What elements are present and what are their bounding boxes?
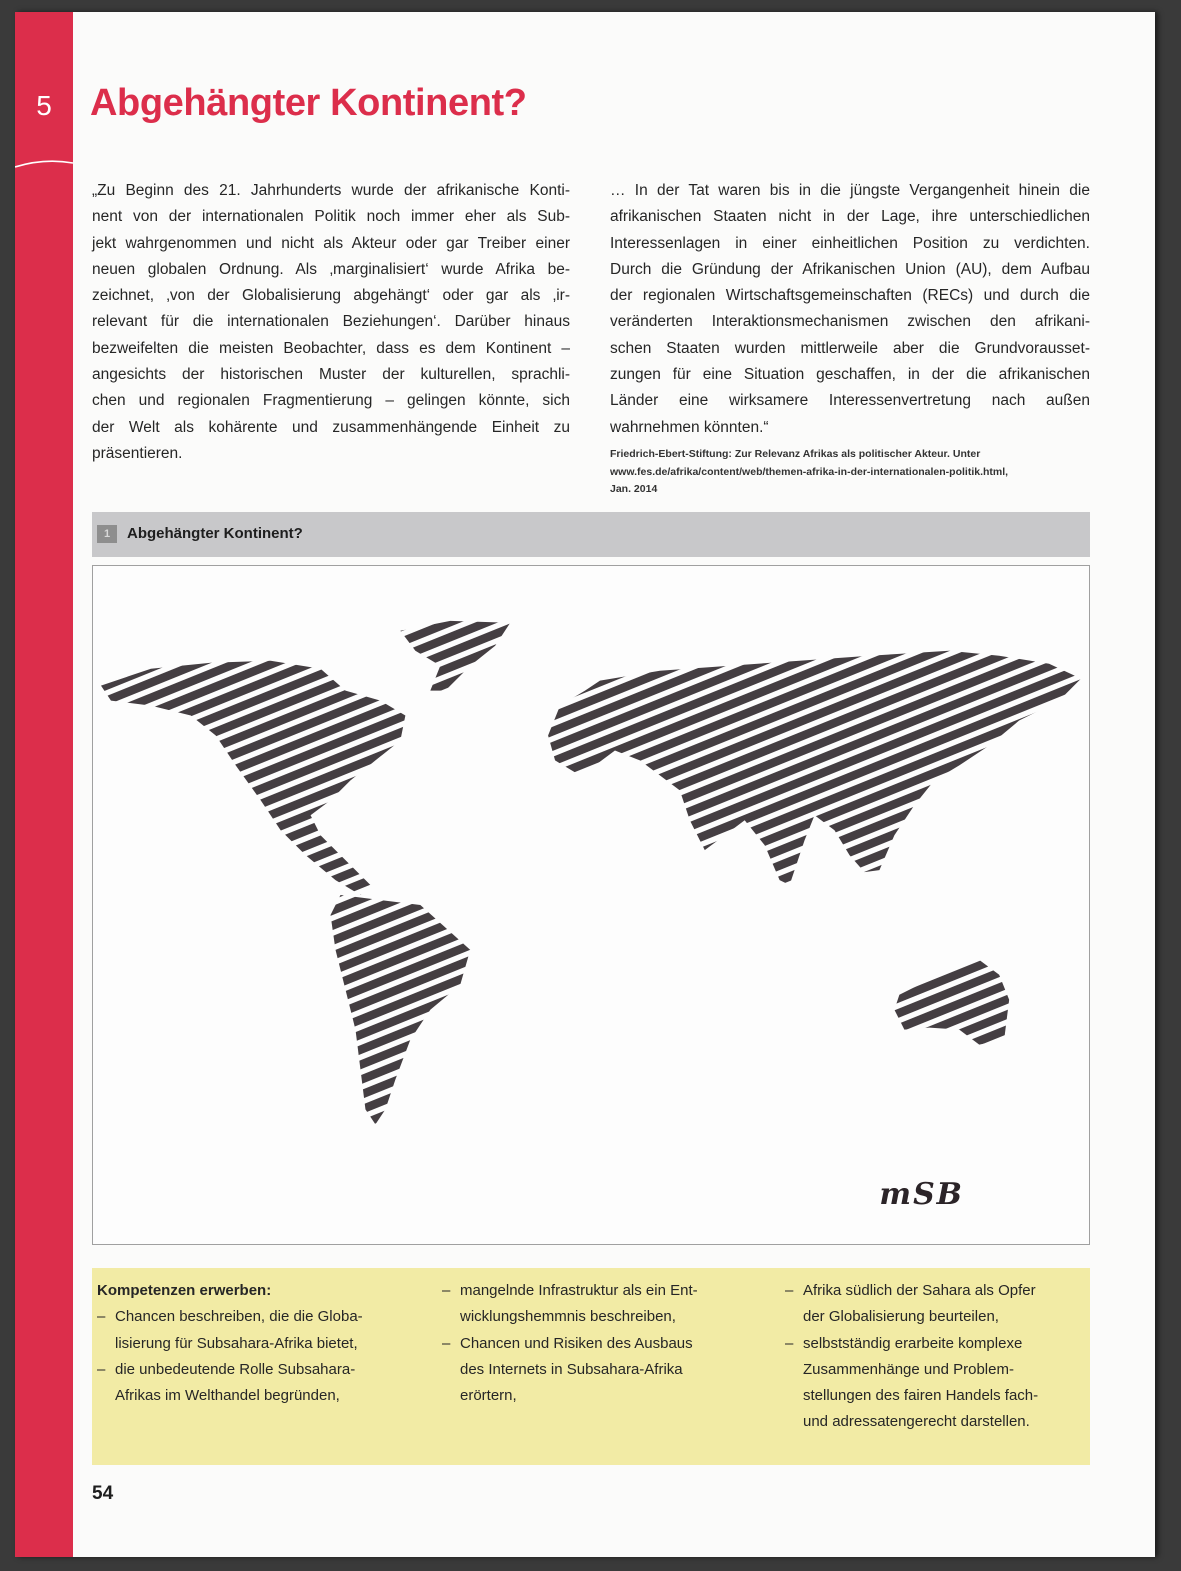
text-line: „Zu Beginn des 21. Jahrhunderts wurde der afrikanische Konti- (92, 182, 570, 199)
text-line: … In der Tat waren bis in die jüngste Vergangenheit hinein die (610, 182, 1090, 199)
competencies-column-1 (97, 1278, 363, 1409)
quote-left-column (92, 178, 570, 467)
australia-hatching (894, 960, 1009, 1045)
list-item-continuation: Afrikas im Welthandel begründen, (115, 1387, 340, 1405)
south-america-hatching (331, 895, 471, 1124)
chapter-color-strip (15, 12, 73, 1557)
source-line: Jan. 2014 (610, 483, 658, 495)
competencies-column-3 (785, 1278, 1038, 1436)
text-line: relevant für die internationalen Beziehungen‘. Darüber hinaus (92, 313, 570, 331)
list-item (785, 1331, 1038, 1357)
text-line: neuen globalen Ordnung. Als ‚marginalisiert‘ wurde Afrika be- (92, 260, 570, 278)
list-item (97, 1357, 363, 1383)
eurasia-hatching (548, 651, 1081, 885)
list-item-continuation: der Globalisierung beurteilen, (803, 1308, 999, 1326)
list-item-continuation: erörtern, (460, 1387, 517, 1405)
text-line: Interessenlagen in einer einheitlichen Position zu verdichten. (610, 234, 1090, 252)
list-item-continuation: des Internets in Subsahara-Afrika (460, 1360, 683, 1378)
list-item-continuation: und adressatengerecht darstellen. (803, 1413, 1030, 1431)
source-line: www.fes.de/afrika/content/web/themen-afrika-in-der-internationalen-politik.html, (610, 465, 1009, 478)
list-item-text: die unbedeutende Rolle Subsahara- (115, 1360, 356, 1378)
list-item-text: selbstständig erarbeite komplexe (803, 1334, 1023, 1352)
text-line: Länder eine wirksamere Interessenvertretung nach außen (610, 392, 1090, 410)
figure-number-badge: 1 (97, 525, 117, 543)
list-item-continuation: lisierung für Subsahara-Afrika bietet, (115, 1334, 358, 1352)
list-item (785, 1278, 1038, 1304)
greenland-hatching (400, 621, 510, 691)
list-item (97, 1304, 363, 1330)
text-line: jekt wahrgenommen und nicht als Akteur oder gar Treiber einer (92, 234, 570, 252)
bullet-dash: – (97, 1308, 106, 1326)
competencies-column-2 (442, 1278, 698, 1409)
list-item-text: Chancen beschreiben, die die Globa- (115, 1308, 363, 1326)
bullet-dash: – (785, 1282, 794, 1299)
competencies-heading: Kompetenzen erwerben: (97, 1282, 272, 1299)
text-line: bezweifelten die meisten Beobachter, dass es dem Kontinent – (92, 339, 570, 357)
list-item (442, 1278, 698, 1304)
bullet-dash: – (442, 1334, 451, 1352)
world-map-drawing (93, 566, 1089, 1244)
text-line: präsentieren. (92, 444, 183, 462)
list-item-text: Afrika südlich der Sahara als Opfer (803, 1282, 1036, 1299)
page-title: Abgehängter Kontinent? (90, 82, 527, 124)
list-item-continuation: wicklungshemmnis beschreiben, (460, 1308, 676, 1326)
list-item (442, 1331, 698, 1357)
list-item-text: mangelnde Infrastruktur als ein Ent- (460, 1282, 698, 1299)
competencies-box (92, 1268, 1090, 1465)
text-line: wahrnehmen könnten.“ (610, 418, 769, 436)
text-line: angesichts der historischen Muster der kulturellen, sprachli- (92, 366, 570, 384)
figure-caption-bar (92, 512, 1090, 557)
chapter-strip-divider (15, 158, 73, 170)
chapter-number: 5 (36, 90, 52, 121)
text-line: der regionalen Wirtschaftsgemeinschaften (RECs) und durch die (610, 287, 1090, 305)
bullet-dash: – (442, 1282, 451, 1299)
figure-caption: Abgehängter Kontinent? (127, 525, 303, 542)
artist-signature: mSB (879, 1177, 964, 1213)
text-line: schen Staaten wurden mittlerweile aber die Grundvorausset- (610, 339, 1090, 357)
text-line: zeichnet, ‚von der Globalisierung abgehängt‘ oder gar als ‚ir- (92, 287, 570, 305)
text-line: zungen für eine Situation geschaffen, in der die afrikanischen (610, 366, 1090, 384)
list-item-continuation: stellungen des fairen Handels fach- (803, 1387, 1039, 1405)
text-line: afrikanischen Staaten nicht in der Lage, ihre unterschiedlichen (610, 208, 1090, 226)
quote-source (610, 446, 1090, 499)
text-line: veränderten Interaktionsmechanismen zwischen den afrikani- (610, 313, 1090, 331)
page-number: 54 (92, 1483, 114, 1504)
text-line: der Welt als kohärente und zusammenhängende Einheit zu (92, 418, 570, 436)
text-line: chen und regionalen Fragmentierung – gelingen könnte, sich (92, 392, 570, 410)
text-line: nent von der internationalen Politik noch immer eher als Sub- (92, 208, 570, 226)
source-line: Friedrich-Ebert-Stiftung: Zur Relevanz Afrikas als politischer Akteur. Unter (610, 448, 981, 460)
north-america-hatching (101, 661, 405, 895)
bullet-dash: – (785, 1334, 794, 1352)
world-map-figure (92, 565, 1090, 1245)
list-item-continuation: Zusammenhänge und Problem- (803, 1360, 1014, 1378)
list-item-text: Chancen und Risiken des Ausbaus (460, 1334, 693, 1352)
text-line: Durch die Gründung der Afrikanischen Union (AU), dem Aufbau (610, 260, 1090, 278)
quote-right-column (610, 178, 1090, 441)
bullet-dash: – (97, 1360, 106, 1378)
